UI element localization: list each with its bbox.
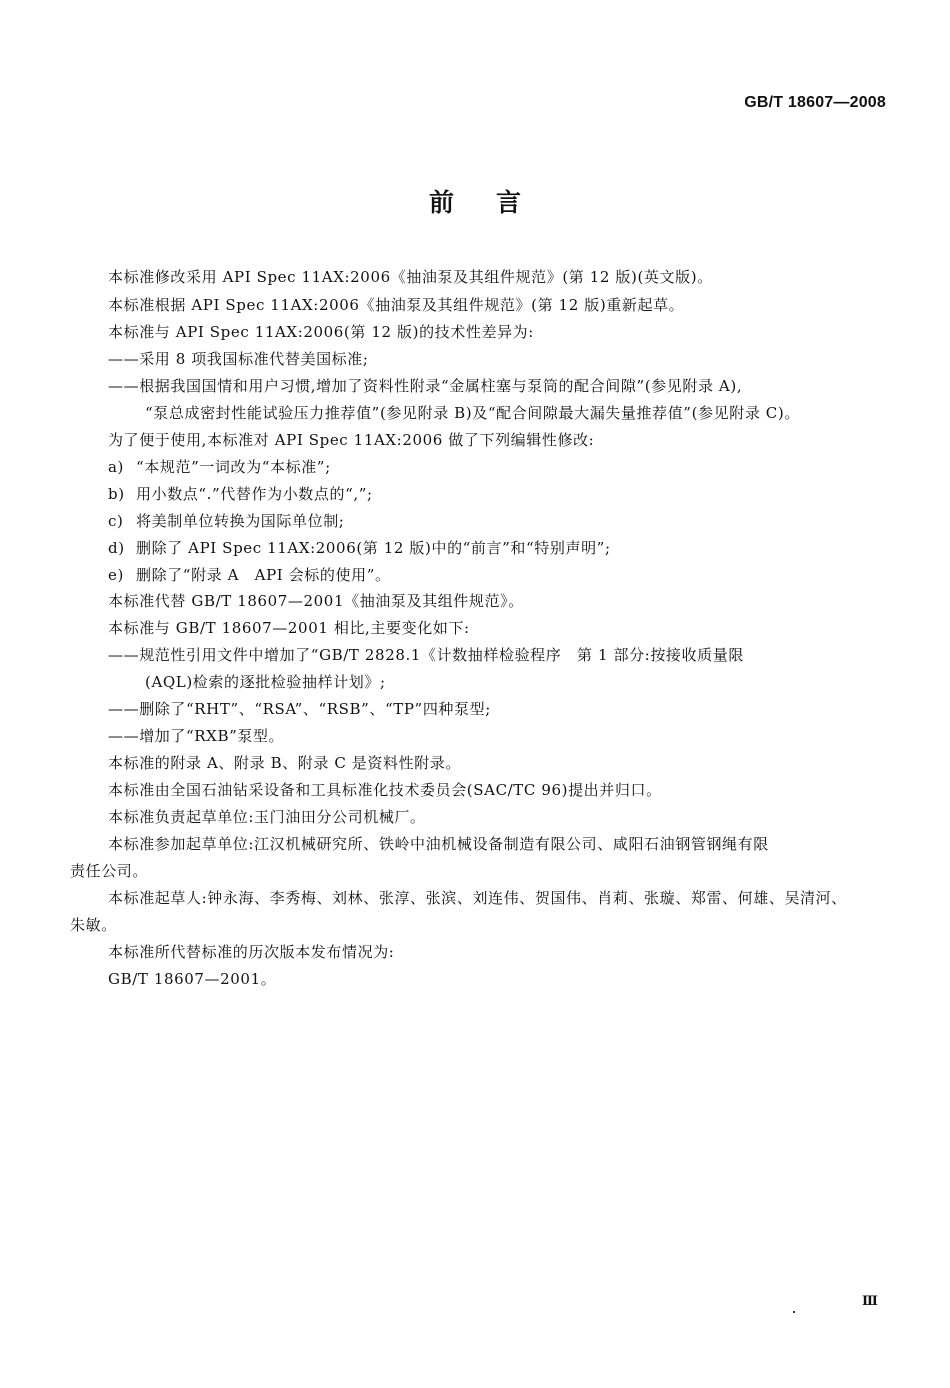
edit-item-c — [108, 512, 344, 530]
paragraph-drafters-continued: 朱敏。 — [70, 916, 117, 934]
paragraph-history-version: GB/T 18607—2001。 — [108, 970, 277, 988]
change-item-3: ——增加了“RXB”泵型。 — [108, 727, 285, 745]
paragraph-editorial-changes: 为了便于使用,本标准对 API Spec 11AX:2006 做了下列编辑性修改: — [108, 431, 595, 449]
paragraph-participating-units: 本标准参加起草单位:江汉机械研究所、铁岭中油机械设备制造有限公司、咸阳石油钢管钢绳有限 — [108, 835, 769, 853]
paragraph-annexes: 本标准的附录 A、附录 B、附录 C 是资料性附录。 — [108, 754, 462, 772]
paragraph-drafting-unit: 本标准负责起草单位:玉门油田分公司机械厂。 — [108, 808, 426, 826]
paragraph-main-changes: 本标准与 GB/T 18607—2001 相比,主要变化如下: — [108, 619, 470, 637]
edit-item-d — [108, 539, 611, 557]
edit-item-label: c) — [108, 512, 124, 530]
scan-speck — [793, 1311, 795, 1313]
edit-item-a — [108, 458, 331, 476]
edit-item-text: 将美制单位转换为国际单位制; — [136, 512, 345, 530]
edit-item-text: “本规范”一词改为“本标准”; — [136, 458, 331, 476]
paragraph-history: 本标准所代替标准的历次版本发布情况为: — [108, 943, 395, 961]
standard-code: GB/T 18607—2008 — [744, 94, 886, 111]
edit-item-text: 用小数点“.”代替作为小数点的“,”; — [136, 485, 373, 503]
edit-item-text: 删除了“附录 A API 会标的使用”。 — [136, 566, 391, 584]
page-title: 前言 — [428, 188, 563, 217]
difference-item-2-continued: “泵总成密封性能试验压力推荐值”(参见附录 B)及“配合间隙最大漏失量推荐值”(参见附录 C)。 — [145, 404, 800, 422]
edit-item-label: d) — [108, 539, 125, 557]
edit-item-label: b) — [108, 485, 125, 503]
page-number: Ⅲ — [862, 1294, 878, 1309]
change-item-2: ——删除了“RHT”、“RSA”、“RSB”、“TP”四种泵型; — [108, 700, 491, 718]
paragraph-adoption: 本标准修改采用 API Spec 11AX:2006《抽油泵及其组件规范》(第 12 版)(英文版)。 — [108, 268, 713, 286]
paragraph-technical-differences: 本标准与 API Spec 11AX:2006(第 12 版)的技术性差异为: — [108, 323, 534, 341]
difference-item-2: ——根据我国国情和用户习惯,增加了资料性附录“金属柱塞与泵筒的配合间隙”(参见附录 A), — [108, 377, 743, 395]
change-item-1-continued: (AQL)检索的逐批检验抽样计划》; — [145, 673, 386, 691]
edit-item-b — [108, 485, 373, 503]
paragraph-participating-units-continued: 责任公司。 — [70, 862, 149, 880]
edit-item-text: 删除了 API Spec 11AX:2006(第 12 版)中的“前言”和“特别声明”; — [136, 539, 611, 557]
paragraph-proposed-by: 本标准由全国石油钻采设备和工具标准化技术委员会(SAC/TC 96)提出并归口。 — [108, 781, 662, 799]
edit-item-label: a) — [108, 458, 124, 476]
paragraph-drafting-basis: 本标准根据 API Spec 11AX:2006《抽油泵及其组件规范》(第 12 版)重新起草。 — [108, 296, 685, 314]
edit-item-e — [108, 566, 391, 584]
change-item-1: ——规范性引用文件中增加了“GB/T 2828.1《计数抽样检验程序 第 1 部分:按接收质量限 — [108, 646, 744, 664]
edit-item-label: e) — [108, 566, 124, 584]
paragraph-drafters: 本标准起草人:钟永海、李秀梅、刘林、张淳、张滨、刘连伟、贺国伟、肖莉、张璇、郑雷、何雄、吴清河、 — [108, 889, 847, 907]
paragraph-replaces: 本标准代替 GB/T 18607—2001《抽油泵及其组件规范》。 — [108, 592, 524, 610]
difference-item-1: ——采用 8 项我国标准代替美国标准; — [108, 350, 369, 368]
